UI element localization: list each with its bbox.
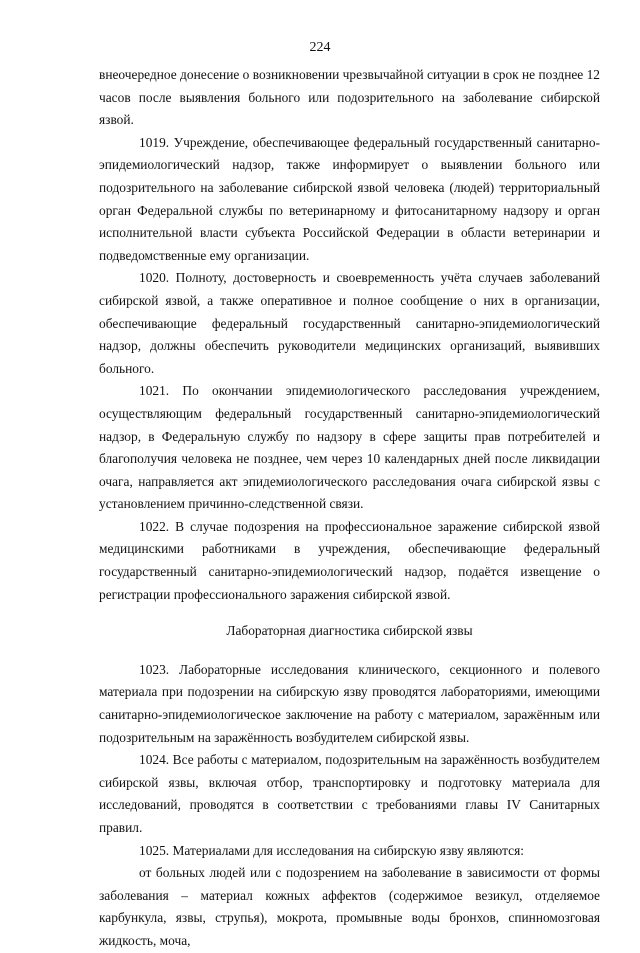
section-heading: Лабораторная диагностика сибирской язвы	[226, 623, 473, 639]
paragraph-1021: 1021. По окончании эпидемиологического расследования учреждением, осуществляющим федеральный государственный санитарно-эпидемиологический надзор, в Федеральную службу по надзору в сфере защиты прав потребителей и благополучия человека не позднее, чем через 10 календарных дней после ликвидации очага, направляется акт эпидемиологического расследования очага сибирской язвы с установлением причинно-следственной связи.	[99, 383, 600, 512]
paragraph-1023: 1023. Лабораторные исследования клинического, секционного и полевого материала при подозрении на сибирскую язву проводятся лабораториями, имеющими санитарно-эпидемиологическое заключение на работу с материалом, заражённым или подозрительным на заражённость возбудителем сибирской язвы.	[99, 661, 600, 745]
paragraph-1022: 1022. В случае подозрения на профессиональное заражение сибирской язвой медицинскими работниками в учреждения, обеспечивающие федеральный государственный санитарно-эпидемиологический надзор, подаётся извещение о регистрации профессионального заражения сибирской язвой.	[99, 518, 600, 602]
paragraph-continuation: внеочередное донесение о возникновении чрезвычайной ситуации в срок не позднее 12 часов после выявления больного или подозрительного на заболевание сибирской язвой.	[99, 67, 600, 128]
paragraph-1020: 1020. Полноту, достоверность и своевременность учёта случаев заболеваний сибирской язвой, а также оперативное и полное сообщение о них в организации, обеспечивающие федеральный государственный санитарно-эпидемиологический надзор, должны обеспечить руководители медицинских организаций, выявивших больного.	[99, 270, 600, 376]
document-body	[99, 64, 600, 953]
page-number: 224	[309, 40, 331, 55]
paragraph-materials-list: от больных людей или с подозрением на заболевание в зависимости от формы заболевания – материал кожных аффектов (содержимое везикул, отделяемое карбункула, язвы, струпья), мокрота, промывные воды бронхов, спинномозговая жидкость, моча,	[99, 865, 600, 948]
paragraph-1024: 1024. Все работы с материалом, подозрительным на заражённость возбудителем сибирской язвы, включая отбор, транспортировку и подготовку материала для исследований, проводятся в соответствии с требованиями главы IV Санитарных правил.	[99, 752, 600, 835]
paragraph-1019: 1019. Учреждение, обеспечивающее федеральный государственный санитарно-эпидемиологический надзор, также информирует о выявлении больного или подозрительного на заболевание сибирской язвой человека (людей) территориальный орган Федеральной службы по ветеринарному и фитосанитарному надзору и орган исполнительной власти субъекта Российской Федерации в области ветеринарии и подведомственные ему организации.	[99, 134, 600, 263]
paragraph-1025: 1025. Материалами для исследования на сибирскую язву являются:	[139, 842, 524, 858]
